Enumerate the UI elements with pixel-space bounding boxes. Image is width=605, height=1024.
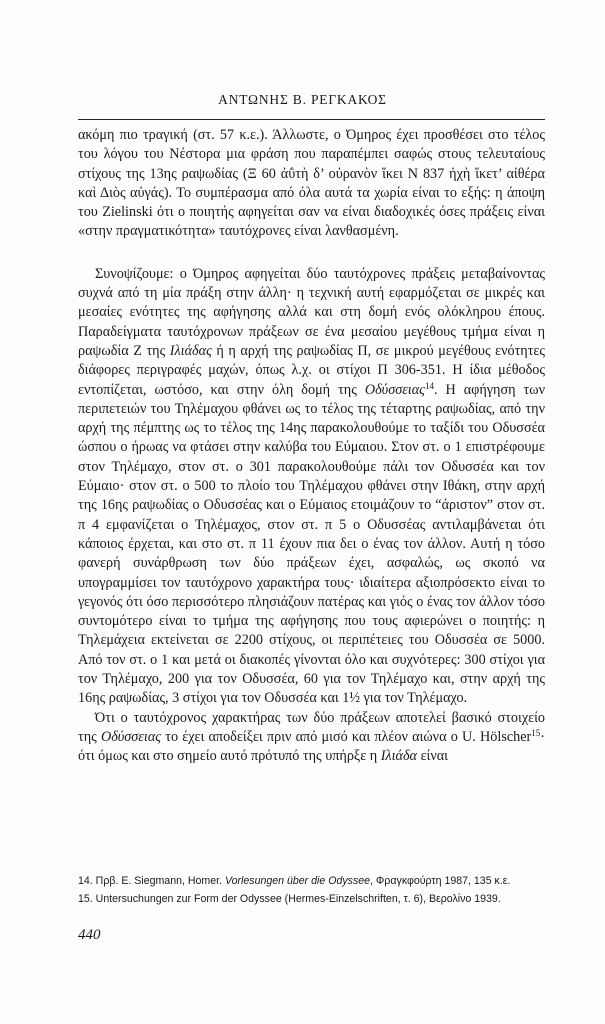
italic-title: Ιλιάδα: [380, 748, 418, 765]
italic-title: Οδύσσειας: [364, 381, 425, 398]
footnote-15: [78, 890, 545, 908]
header-rule: [78, 119, 545, 120]
text-run: · ότι όμως και στο σημείο αυτό πρότυπό της υπήρξε η: [78, 728, 545, 765]
footnote-ref: 14: [424, 380, 434, 391]
text-run: το έχει αποδείξει πριν από μισό και πλέον αιώνα ο U. Hölscher: [161, 728, 532, 745]
text-run: 15. Untersuchungen zur Form der Odyssee (Hermes-Einzelschriften, τ. 6), Βερολίνο 1939.: [78, 893, 501, 905]
italic-title: Vorlesungen über die Odyssee: [224, 875, 371, 887]
paragraph-summary: [78, 265, 545, 709]
text-run: ή η αρχή της ραψωδίας Π, σε μικρού μεγέθους ενότητες διάφορες περιγραφές μαχών, όπως λ.χ. οι στίχοι Π 306-351. Η ίδια μέθοδος εντοπίζεται, ωστόσο, και στην όλη δομή της: [78, 342, 546, 398]
page-number: 440: [78, 927, 101, 943]
italic-title: Ιλιάδας: [169, 342, 212, 359]
italic-title: Οδύσσειας: [100, 728, 162, 745]
text-run: Συνοψίζουμε: ο Όμηρος αφηγείται δύο ταυτόχρονες πράξεις μεταβαίνοντας συχνά από τη μία πράξη στην άλλη· η τεχνική αυτή εφαρμόζεται σε μικρές και μεσαίες ενότητες της αφήγησης αλλά και στη δομή ενός ολόκληρου έπους. Παραδείγματα ταυτόχρονων πράξεων σε ένα μεσαίου μεγέθους τμήμα είναι η ραψωδία Ζ της: [78, 265, 545, 359]
running-head: ΑΝΤΩΝΗΣ Β. ΡΕΓΚΑΚΟΣ: [218, 92, 387, 107]
main-text: [78, 126, 545, 767]
text-run: 14. Πρβ. E. Siegmann, Homer.: [78, 875, 225, 887]
footnotes: [78, 872, 545, 908]
paragraph-odyssey: [78, 709, 545, 767]
footnote-ref: 15: [531, 727, 541, 738]
footnote-14: [78, 872, 545, 890]
text-run: Ότι ο ταυτόχρονος χαρακτήρας των δύο πράξεων αποτελεί βασικό στοιχείο της: [78, 709, 545, 745]
text-run: είναι: [417, 748, 449, 765]
paragraph-continuation: ακόμη πιο τραγική (στ. 57 κ.ε.). Άλλωστε, ο Όμηρος έχει προσθέσει στο τέλος του λόγου του Νέστορα μια φράση που παραπέμπει σαφώς στους τελευταίους στίχους της 13ης ραψωδίας (Ξ 60 ἀΰτὴ δ’ οὐρανὸν ἵκει Ν 837 ἠχὴ ἵκετ’ αἰθέρα καὶ Διὸς αὐγάς). Το συμπέρασμα από όλα αυτά τα χωρία είναι το εξής: η άποψη του Zielinski ότι ο ποιητής αφηγείται σαν να είναι διαδοχικές όσες πράξεις είναι «στην πραγματικότητα» ταυτόχρονες είναι λανθασμένη.: [78, 127, 545, 240]
text-run: . Η αφήγηση των περιπετειών του Τηλέμαχου φθάνει ως το τέλος της τέταρτης ραψωδίας, από την αρχή της πέμπτης ως το τέλος της 14ης παρακολουθούμε το ταξίδι του Οδυσσέα ώσπου ο ήρωας να φτάσει στην καλύβα του Εύμαιου. Στον στ. ο 1 επιστρέφουμε στον Τηλέμαχο, στον στ. ο 301 παρακολουθούμε πάλι τον Οδυσσέα και τον Εύμαιο· στον στ. ο 500 το πλοίο του Τηλέμαχου φθάνει στην Ιθάκη, στην αρχή της 16ης ραψωδίας ο Οδυσσέας και ο Εύμαιος ετοιμάζουν το “άριστον” στον στ. π 4 εμφανίζεται ο Τηλέμαχος, στον στ. π 5 ο Οδυσσέας αντιλαμβάνεται ότι κάποιος έρχεται, και στο στ. π 11 έχουν πια δει ο ένας τον άλλον. Αυτή η τόσο φανερή συνάρθρωση των δύο πράξεων έχει, ασφαλώς, ως σκοπό να υπογραμμίσει τον ταυτόχρονο χαρακτήρα τους· ιδιαίτερα αξιοπρόσεκτο είναι το γεγονός ότι όσο περισσότερο πλησιάζουν πατέρας και γιός ο ένας τον άλλον τόσο συντομότερο είναι το τμήμα της αφήγησης που τους αφιερώνει ο ποιητής: η Τηλεμάχεια εκτείνεται σε 2200 στίχους, οι περιπέτειες του Οδυσσέα σε 5000. Από τον στ. ο 1 και μετά οι διακοπές γίνονται όλο και συχνότερες: 300 στίχοι για τον Τηλέμαχο, 200 για τον Οδυσσέα, 60 για τον Τηλέμαχο και, στην αρχή της 16ης ραψωδίας, 3 στίχοι για τον Οδυσσέα και 1½ για τον Τηλέμαχο.: [78, 381, 545, 707]
text-run: , Φραγκφούρτη 1987, 135 κ.ε.: [370, 875, 511, 887]
